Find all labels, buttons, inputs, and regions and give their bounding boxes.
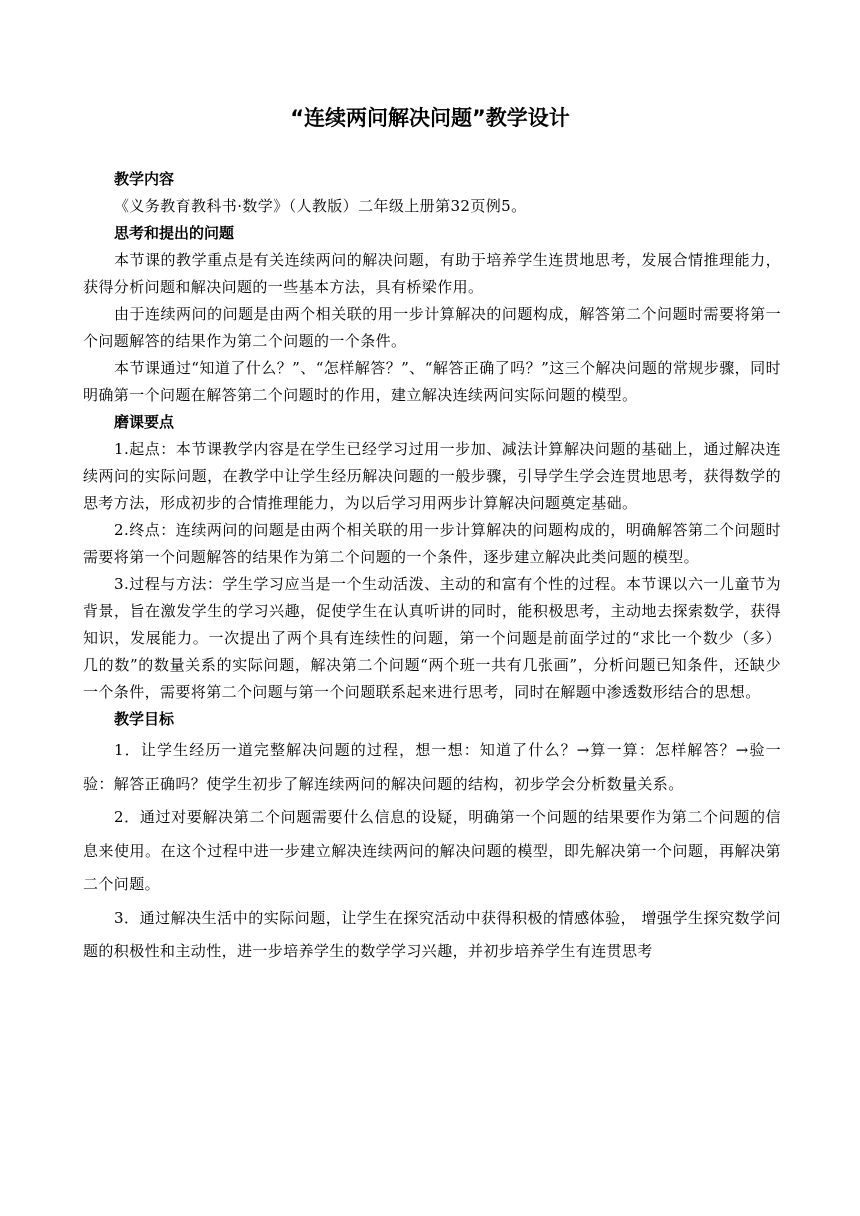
paragraph: 3．通过解决生活中的实际问题，让学生在探究活动中获得积极的情感体验， 增强学生探究数学问题的积极性和主动性，进一步培养学生的数学学习兴趣，并初步培养学生有连贯思考 [83, 908, 781, 960]
document-title: “连续两问解决问题”教学设计 [290, 106, 570, 130]
paragraph: 本节课通过“知道了什么？”、“怎样解答？”、“解答正确了吗？”这三个解决问题的常规步骤，同时明确第一个问题在解答第二个问题时的作用，建立解决连续两问实际问题的模型。 [83, 359, 781, 404]
paragraph: 1.起点：本节课教学内容是在学生已经学习过用一步加、减法计算解决问题的基础上，通过解决连续两问的实际问题，在教学中让学生经历解决问题的一般步骤，引导学生学会连贯地思考，获得数学的思考方法，形成初步的合情推理能力，为以后学习用两步计算解决问题奠定基础。 [83, 440, 781, 512]
document-body [83, 167, 781, 969]
paragraph: 本节课的教学重点是有关连续两问的解决问题，有助于培养学生连贯地思考，发展合情推理能力，获得分析问题和解决问题的一些基本方法，具有桥梁作用。 [83, 251, 781, 296]
section-heading-key-points: 磨课要点 [114, 413, 175, 431]
paragraph: 《义务教育教科书·数学》（人教版）二年级上册第32页例5。 [114, 197, 527, 215]
paragraph: 1．让学生经历一道完整解决问题的过程，想一想：知道了什么？→算一算：怎样解答？→验一验：解答正确吗？使学生初步了解连续两问的解决问题的结构，初步学会分析数量关系。 [83, 741, 781, 793]
section-heading-objectives: 教学目标 [114, 710, 175, 728]
paragraph: 2.终点：连续两问的问题是由两个相关联的用一步计算解决的问题构成的，明确解答第二个问题时需要将第一个问题解答的结果作为第二个问题的一个条件，逐步建立解决此类问题的模型。 [83, 521, 781, 566]
paragraph: 3.过程与方法：学生学习应当是一个生动活泼、主动的和富有个性的过程。本节课以六一儿童节为背景，旨在激发学生的学习兴趣，促使学生在认真听讲的同时，能积极思考，主动地去探索数学，获得知识，发展能力。一次提出了两个具有连续性的问题，第一个问题是前面学过的“求比一个数少（多）几的数”的数量关系的实际问题，解决第二个问题“两个班一共有几张画”，分析问题已知条件，还缺少一个条件，需要将第二个问题与第一个问题联系起来进行思考，同时在解题中渗透数形结合的思想。 [83, 575, 781, 701]
paragraph: 由于连续两问的问题是由两个相关联的用一步计算解决的问题构成，解答第二个问题时需要将第一个问题解答的结果作为第二个问题的一个条件。 [83, 305, 781, 350]
section-heading-teaching-content: 教学内容 [114, 170, 175, 188]
paragraph: 2．通过对要解决第二个问题需要什么信息的设疑，明确第一个问题的结果要作为第二个问题的信息来使用。在这个过程中进一步建立解决连续两问的解决问题的模型，即先解决第一个问题，再解决第二个问题。 [83, 808, 781, 893]
section-heading-questions: 思考和提出的问题 [114, 224, 235, 242]
